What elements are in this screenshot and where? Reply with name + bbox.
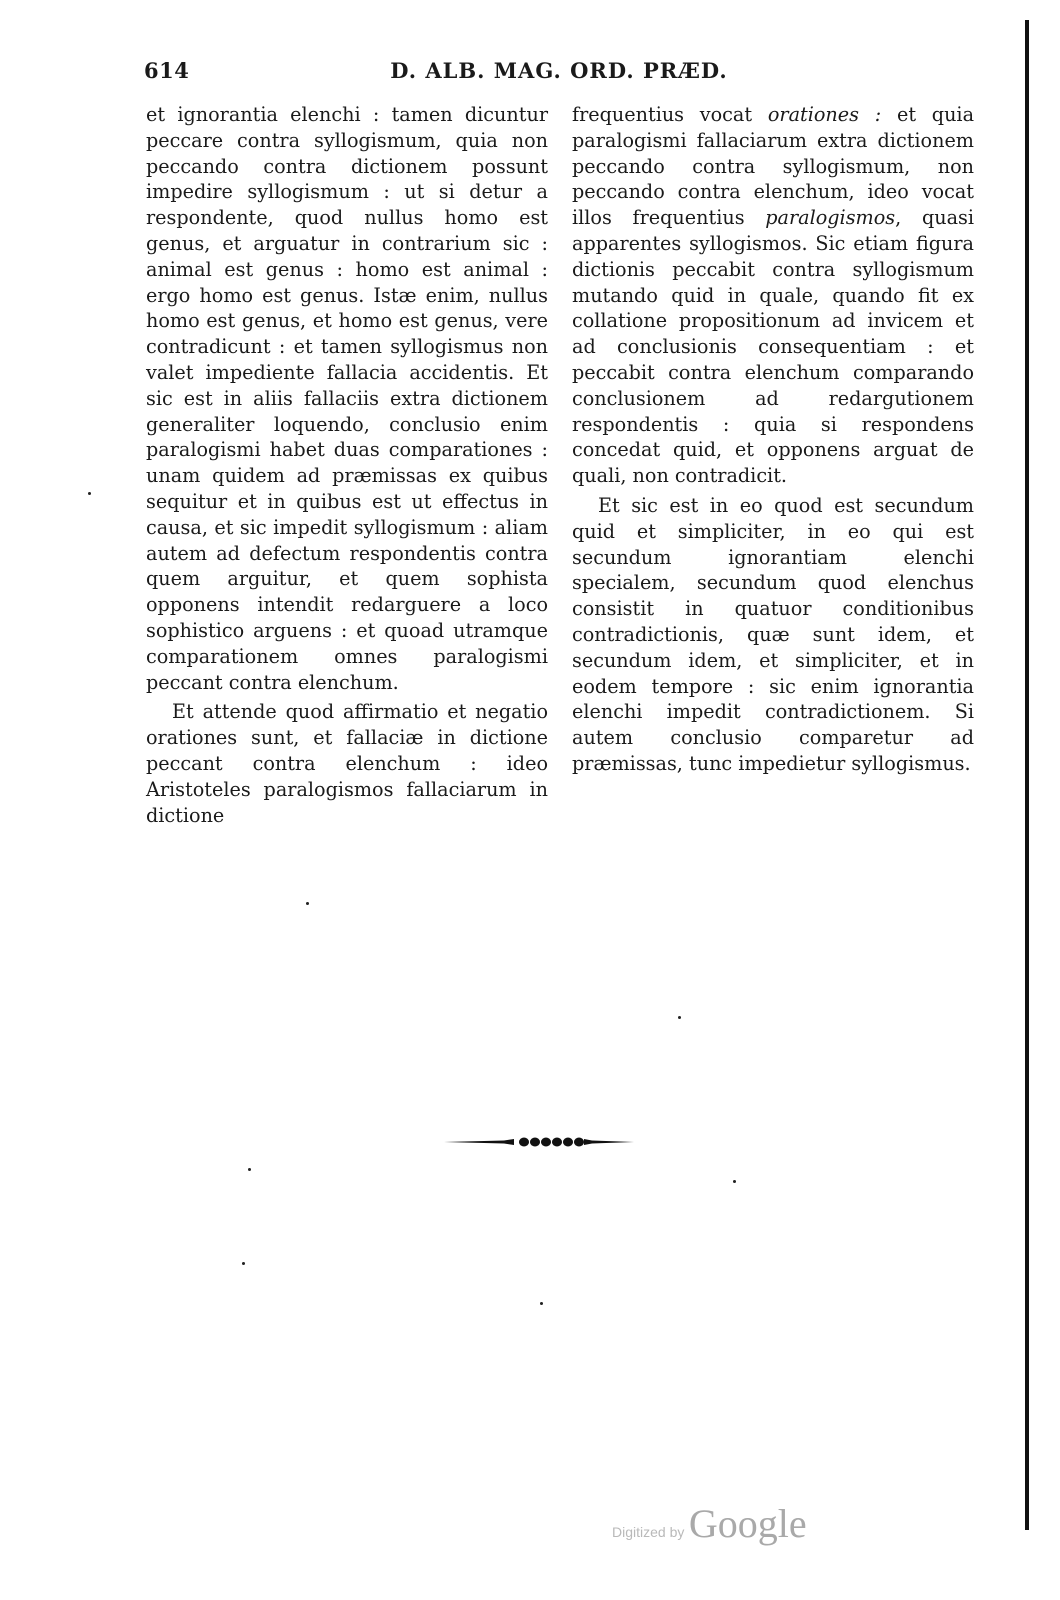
end-ornament xyxy=(444,1135,634,1149)
italic-term-paralogismos: paralogismos xyxy=(765,206,896,230)
scan-speck xyxy=(242,1262,245,1265)
text-run: et quia paralogismi fallaciarum extra dictionem peccando contra syllogismum, non peccando contra elenchum, ideo vocat illos frequentius xyxy=(572,103,975,230)
digitized-watermark xyxy=(612,1500,807,1546)
text-run: , quasi apparentes syllogismos. Sic etiam figura dictionis peccabit contra syllogismum mutando quid in quale, quando fit ex collatione propositionum ad invicem et ad conclusionis consequentiam : et peccabit contra elenchum comparando conclusionem ad redargutionem respondentis : quia si respondens concedat quid, et opponens arguat de quali, non contradicit. xyxy=(572,206,975,488)
right-paragraph-2: Et sic est in eo quod est secundum quid et simpliciter, in eo qui est secundum ignorantiam elenchi specialem, secundum quod elenchus consistit in quatuor conditionibus contradictionis, quæ sunt idem, et secundum idem, et simpliciter, et in eodem tempore : sic enim ignorantia elenchi impedit contradictionem. Si autem conclusio comparetur ad præmissas, tunc impedietur syllogismus. xyxy=(572,493,974,775)
page-number: 614 xyxy=(144,58,190,83)
scan-speck xyxy=(248,1168,251,1171)
left-paragraph-1: et ignorantia elenchi : tamen dicuntur peccare contra syllogismum, quia non peccando contra dictionem possunt impedire syllogismum : ut si detur a respondente, quod nullus homo est genus, et arguatur in contrarium sic : animal est genus : homo est animal : ergo homo est genus. Istæ enim, nullus homo est genus, et homo est genus, vere contradicunt : et tamen syllogismus non valet impediente fallacia accidentis. Et sic est in aliis fallaciis extra dictionem generaliter loquendo, conclusio enim paralogismi habet duas comparationes : unam quidem ad præmissas ex quibus sequitur et in quibus est ut effectus in causa, et sic impedit syllogismum : aliam autem ad defectum respondentis contra quem arguitur, et quem sophista opponens intendit redarguere a loco sophistico arguens : et quoad utramque comparationem omnes paralogismi peccant contra elenchum. xyxy=(146,103,548,694)
google-logo: Google xyxy=(688,1501,807,1546)
scan-edge-rule xyxy=(1025,20,1029,1530)
watermark-prefix: Digitized by xyxy=(612,1524,685,1540)
scan-speck xyxy=(733,1180,736,1183)
left-column xyxy=(146,102,548,828)
running-title: D. ALB. MAG. ORD. PRÆD. xyxy=(390,58,728,83)
scan-speck xyxy=(306,902,309,905)
italic-term-orationes: orationes : xyxy=(767,103,882,126)
scan-speck xyxy=(88,492,91,495)
right-column xyxy=(572,102,974,777)
scan-speck xyxy=(540,1302,543,1305)
page-header xyxy=(144,58,974,92)
scan-speck xyxy=(678,1016,681,1019)
left-paragraph-2: Et attende quod affirmatio et negatio orationes sunt, et fallaciæ in dictione peccant contra elenchum : ideo Aristoteles paralogismos fallaciarum in dictione xyxy=(146,700,548,827)
text-run: frequentius vocat xyxy=(572,103,768,126)
right-paragraph-1 xyxy=(572,102,974,489)
